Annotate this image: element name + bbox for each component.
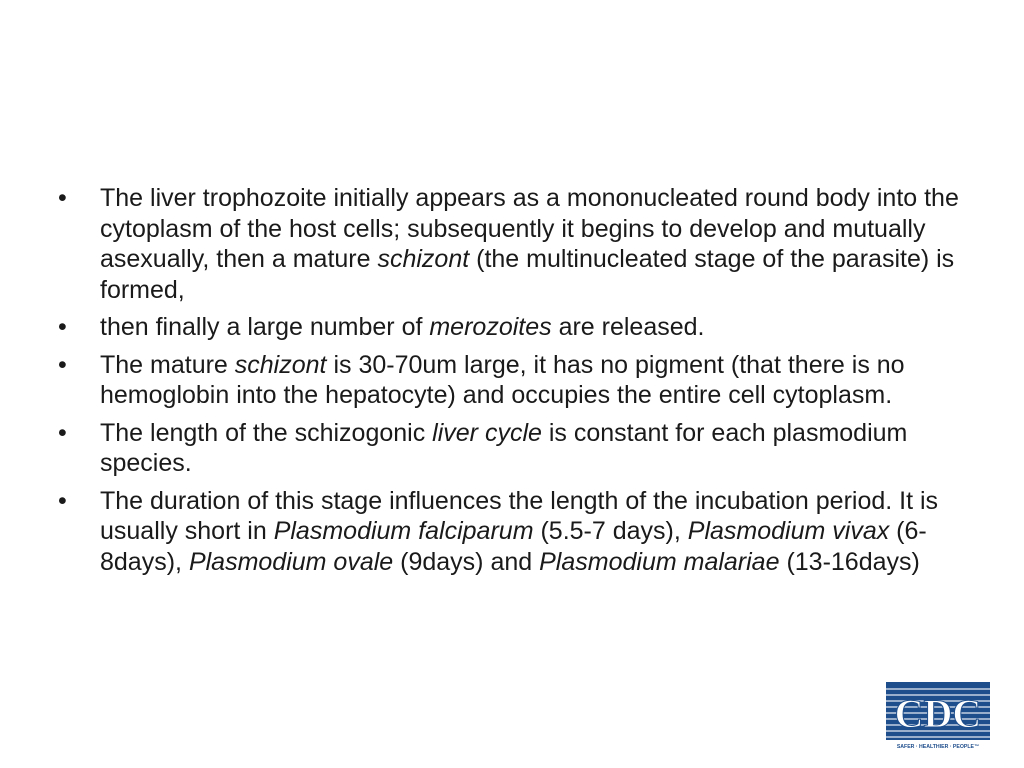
bullet-marker: • — [58, 418, 67, 447]
bullet-item — [56, 183, 976, 305]
bullet-text: The length of the schizogonic — [100, 418, 433, 447]
cdc-logo — [886, 682, 990, 750]
logo-tagline: SAFER · HEALTHIER · PEOPLE™ — [896, 744, 980, 750]
bullet-text: (13-16days) — [779, 547, 920, 576]
bullet-marker: • — [58, 486, 67, 515]
bullet-italic-term: Plasmodium malariae — [539, 547, 780, 576]
bullet-italic-term: Plasmodium falciparum — [273, 517, 534, 545]
logo-wordmark: CDC — [894, 691, 982, 736]
bullet-marker: • — [58, 184, 67, 212]
bullet-text: The duration of this stage influences the length of the incubation period. It is usually short in — [100, 486, 939, 545]
bullet-text: (9days) and — [393, 547, 540, 576]
bullet-text: is constant for each plasmodium species. — [100, 418, 908, 477]
bullet-text: is 30-70um large, it has no pigment (that there is no hemoglobin into the hepatocyte) and occupies the entire cell cytoplasm. — [100, 350, 905, 409]
bullet-text: are released. — [551, 313, 705, 341]
bullet-text: (6-8days), — [100, 517, 927, 576]
bullet-item — [56, 350, 976, 411]
bullet-italic-term: Plasmodium ovale — [188, 547, 394, 576]
bullet-marker: • — [58, 350, 67, 379]
bullet-italic-term: schizont — [234, 350, 327, 379]
bullet-marker: • — [58, 313, 67, 341]
bullet-text: The liver trophozoite initially appears as a mononucleated round body into the cytoplasm of the host cells; subsequently it begins to develop and mutually asexually, then a mature — [100, 184, 959, 273]
bullet-item — [56, 486, 976, 578]
bullet-list — [56, 183, 976, 584]
bullet-item — [56, 312, 976, 343]
bullet-text: (the multinucleated stage of the parasite) is formed, — [100, 245, 955, 304]
bullet-italic-term: schizont — [377, 245, 470, 273]
bullet-text: then finally a large number of — [100, 313, 430, 341]
bullet-italic-term: liver cycle — [432, 418, 542, 447]
bullet-italic-term: merozoites — [429, 313, 552, 341]
bullet-italic-term: Plasmodium vivax — [687, 517, 890, 545]
bullet-text: (5.5-7 days), — [533, 517, 688, 545]
bullet-text: The mature — [100, 350, 235, 379]
bullet-item — [56, 418, 976, 479]
